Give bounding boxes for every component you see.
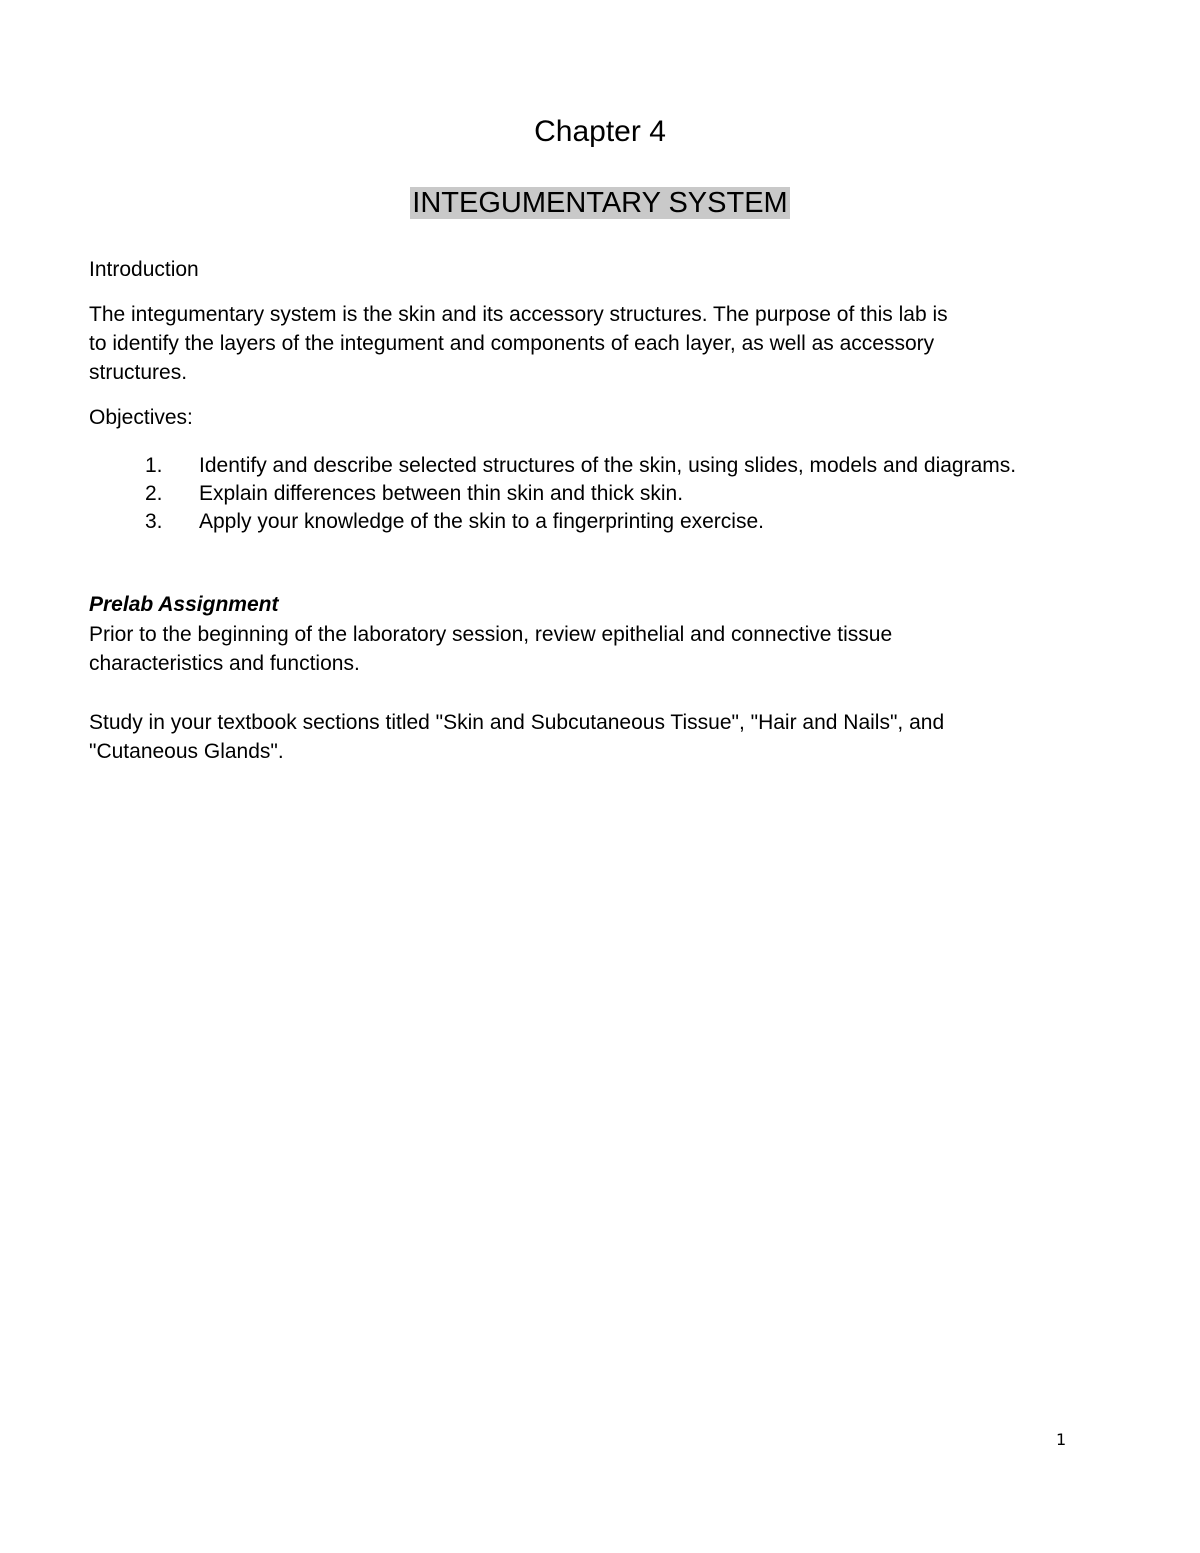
objective-number: 2. [145,482,163,505]
introduction-line: structures. [89,361,188,384]
prelab-line: Prior to the beginning of the laboratory session, review epithelial and connective tissue [89,623,893,646]
prelab-paragraph [89,620,1049,678]
introduction-label: Introduction [89,258,199,281]
objective-item [89,452,1016,480]
prelab-line: characteristics and functions. [89,652,360,675]
objective-text: Apply your knowledge of the skin to a fingerprinting exercise. [199,510,764,533]
objectives-list [89,452,1016,536]
chapter-title [0,185,1200,221]
objective-item [89,480,1016,508]
study-line: Study in your textbook sections titled "Skin and Subcutaneous Tissue", "Hair and Nails", and [89,711,945,734]
prelab-heading: Prelab Assignment [89,593,279,616]
page-number: 1 [1056,1430,1067,1449]
introduction-line: The integumentary system is the skin and its accessory structures. The purpose of this lab is [89,303,948,326]
objectives-label: Objectives: [89,406,193,429]
objective-number: 1. [145,454,163,477]
study-line: "Cutaneous Glands". [89,740,284,763]
objective-text: Identify and describe selected structures of the skin, using slides, models and diagrams. [199,454,1017,477]
introduction-paragraph [89,300,1049,387]
chapter-title-text: INTEGUMENTARY SYSTEM [412,187,788,219]
objective-item [89,508,1016,536]
study-paragraph [89,708,1049,766]
objective-text: Explain differences between thin skin and thick skin. [199,482,684,505]
objective-number: 3. [145,510,163,533]
introduction-line: to identify the layers of the integument and components of each layer, as well as accessory [89,332,935,355]
chapter-heading: Chapter 4 [534,115,666,148]
